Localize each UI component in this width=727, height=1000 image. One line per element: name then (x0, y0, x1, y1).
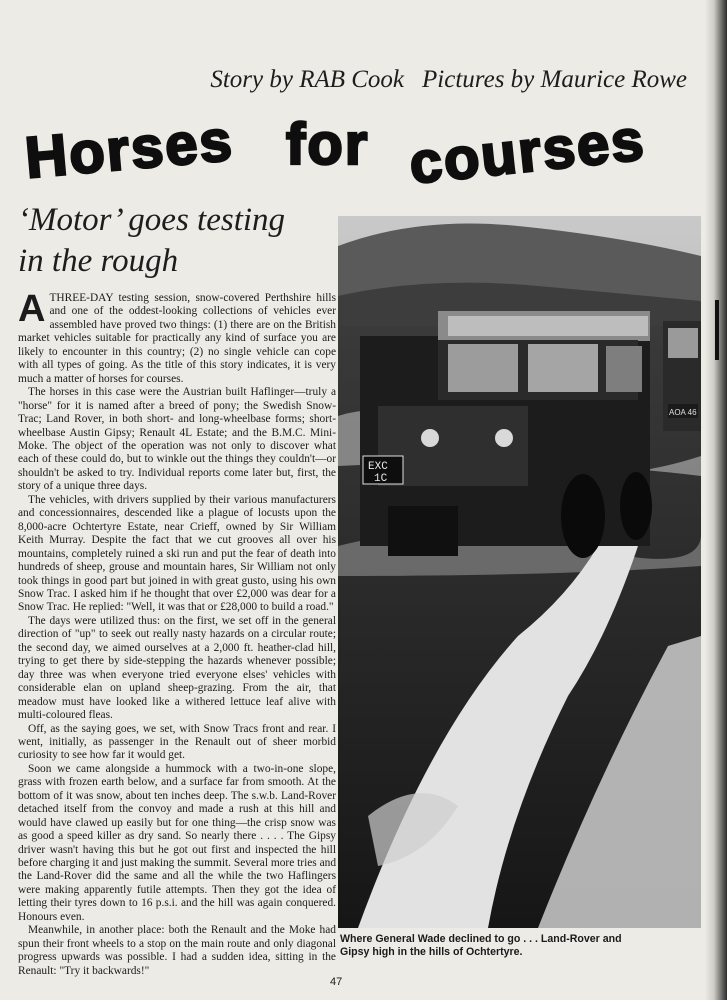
article-paragraph: Soon we came alongside a hummock with a two-in-one slope, grass with frozen earth below, and a surface far from smooth. At the bottom of it was snow, about ten inches deep. The s.w.b. Land-Rover detached itself from the convoy and made a rush at this hill and would have clawed up easily but for one thing—the crisp snow was as good a speed killer as dry sand. So nearly there . . . . The Gipsy driver wasn't having this but he got out first and inspected the hill before charging it and just making the summit. Several more tries and the Land-Rover did the same and all the while the two Haflingers were making apparently futile attempts. Then they got the idea of letting their tyres down to 16 p.s.i. and the hill was again conquered. Honours even. (18, 762, 337, 923)
article-paragraph: The days were utilized thus: on the first, we set off in the general direction of "up" to seek out really nasty hazards on a circular route; the second day, we aimed ourselves at a 2,000 ft. heather-clad hill, trying to get there by side-stepping the hazards whenever possible; day three was when everyone tried everyone elses' vehicles with considerable elan on upland sheep-grazing. From the air, that meadow must have looked like a withered lettuce leaf alive with multi-coloured fleas. (18, 614, 336, 722)
headline-word-1: Horses (22, 107, 237, 191)
number-plate-line-1: EXC (368, 461, 388, 473)
article-paragraph: The horses in this case were the Austrian built Haflinger—truly a "horse" for it is named after a breed of pony; the Swedish Snow-Trac; Land Rover, in both short- and long-wheelbase forms; short-wheelbase Austin Gipsy; Renault 4L Estate; and the B.M.C. Mini-Moke. The object of the operation was not only to discover what each of these could do, but to winkle out the things they couldn't—or shouldn't be asked to try. Individual reports come later but, first, the story of a unique three days. (18, 386, 336, 493)
caption-line-1: Where General Wade declined to go . . . Land-Rover and (340, 933, 622, 945)
pictures-credit: Pictures by Maurice Rowe (422, 66, 687, 93)
article-paragraph: Off, as the saying goes, we set, with Snow Tracs front and rear. I went, initially, as passenger in the Renault out of sheer morbid curiosity to see how far it would get. (18, 722, 336, 762)
headline-word-2: for (286, 112, 370, 177)
number-plate-line-2: 1C (374, 473, 388, 485)
article-body (18, 288, 337, 978)
article-paragraph: Meanwhile, in another place: both the Renault and the Moke had spun their front wheels to a stop on the main route and only diagonal progress upwards was possible. I had a sudden idea, sitting in the Renault: "Try it backwards!" (18, 924, 336, 977)
far-number-plate: AOA 46 (669, 408, 697, 417)
story-credit: Story by RAB Cook (210, 66, 405, 93)
caption-line-2: Gipsy high in the hills of Ochtertyre. (340, 946, 523, 958)
landrover-photo (338, 216, 701, 928)
subhead-line-1: ‘Motor’ goes testing (18, 202, 286, 238)
subhead-line-2: in the rough (18, 243, 179, 279)
drop-cap: A (18, 288, 46, 330)
byline (0, 66, 687, 94)
photo-caption (340, 933, 710, 959)
headline-word-3: courses (406, 107, 649, 197)
spine-mark (715, 300, 719, 360)
headline (18, 100, 718, 210)
article-paragraph: ATHREE-DAY testing session, snow-covered Perthshire hills and one of the oddest-looking collections of vehicles ever assembled have proved two things: (1) there are on the British market vehicles suitable for practically any kind of surface you are likely to encounter in this country; (2) no single vehicle can cope with all types of going. As the title of this story indicates, it is very much a matter of horses for courses. (18, 288, 336, 385)
subheadline (18, 200, 338, 282)
page-number: 47 (330, 976, 343, 988)
article-paragraph: The vehicles, with drivers supplied by their various manufacturers and concessionnaires, descended like a plague of locusts upon the 8,000-acre Ochtertyre Estate, near Crieff, owned by Sir William Keith Murray. Despite the fact that we cut grooves all over his mountains, completely ruined a ski run and put the fear of death into hundreds of sheep, grouse and mountain hares, Sir William not only took things in good part but joined in with great gusto, using his own Snow Trac. I asked him if he thought that over £2,000 was dear for a Snow Trac. He replied: "Well, it was that or £28,000 to build a road." (18, 493, 336, 614)
